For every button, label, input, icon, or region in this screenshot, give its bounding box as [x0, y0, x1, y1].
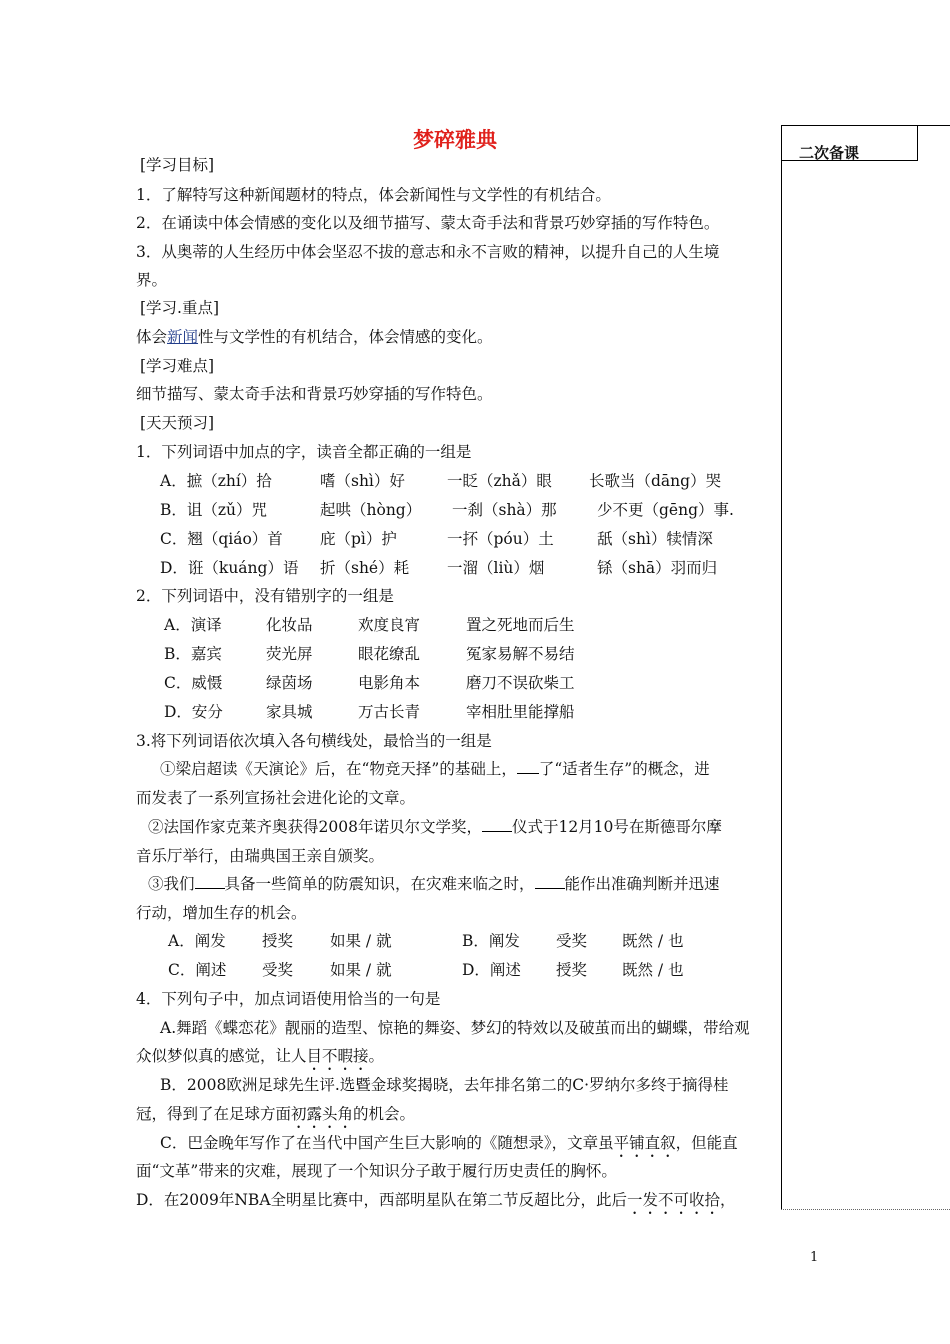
- key-points-text-after: 性与文学性的有机结合，体会情感的变化。: [198, 328, 493, 346]
- objectives-heading: [学习目标]: [140, 156, 215, 174]
- objective-item: 界。: [136, 271, 168, 289]
- q3-s3-part: 具备一些简单的防震知识，在灾难来临之时，: [224, 875, 535, 893]
- q2-option: 万古长青: [358, 703, 421, 721]
- q3-option: A．阐发: [168, 932, 226, 950]
- q1-option: 铩（shā）羽而归: [597, 559, 718, 577]
- q2-option: B．嘉宾: [164, 645, 222, 663]
- q4-option-b: B．2008欧洲足球先生评.选暨金球奖揭晓，去年排名第二的C·罗纳尔多终于摘得桂: [160, 1076, 729, 1094]
- q2-option: A．演译: [164, 616, 222, 634]
- q4-d-part: D．在2009年NBA全明星比赛中，西部明星队在第二节反超比分，此后: [136, 1191, 628, 1209]
- q4-a-part: 。: [368, 1047, 385, 1065]
- revision-column-bottom-border: [781, 1209, 950, 1210]
- q2-option: 化妆品: [266, 616, 313, 634]
- q4-d-part: ，: [720, 1191, 736, 1209]
- q1-option: 嗜（shì）好: [320, 472, 405, 490]
- key-points-heading: [学习.重点]: [140, 299, 220, 317]
- preview-heading: [天天预习]: [140, 414, 215, 432]
- q3-sentence-3-cont: 行动，增加生存的机会。: [136, 904, 307, 922]
- q3-sentence-2-cont: 音乐厅举行，由瑞典国王亲自颁奖。: [136, 847, 385, 865]
- q1-option: C．翘（qiáo）首: [160, 530, 283, 548]
- key-points-text-before: 体会: [136, 328, 168, 346]
- q2-option: 宰相肚里能撑船: [466, 703, 575, 721]
- q3-option: 如果 / 就: [330, 932, 392, 950]
- q2-option: 绿茵场: [266, 674, 313, 692]
- q2-option: D．安分: [164, 703, 223, 721]
- q2-option: 磨刀不误砍柴工: [466, 674, 575, 692]
- fill-blank: [195, 874, 225, 889]
- fill-blank: [535, 874, 565, 889]
- q3-option: 如果 / 就: [330, 961, 392, 979]
- q1-option: 舐（shì）犊情深: [597, 530, 713, 548]
- objective-item: 1．了解特写这种新闻题材的特点，体会新闻性与文学性的有机结合。: [136, 186, 611, 204]
- q1-option: 一溜（liù）烟: [447, 559, 545, 577]
- q1-option: D．诳（kuáng）语: [160, 559, 299, 577]
- q3-option: D．阐述: [462, 961, 521, 979]
- q2-option: 眼花缭乱: [358, 645, 421, 663]
- q1-option: A．摭（zhí）拾: [160, 472, 272, 490]
- difficulties-heading: [学习难点]: [140, 357, 215, 375]
- q3-sentence-1-cont: 而发表了一系列宣扬社会进化论的文章。: [136, 789, 416, 807]
- q3-s1-part: ①梁启超读《天演论》后，在“物竞天择”的基础上，: [160, 760, 517, 778]
- q4-b-part: 的机会。: [353, 1105, 416, 1123]
- fill-blank: [517, 759, 539, 774]
- dotted-idiom: 一发不可收拾: [627, 1191, 721, 1209]
- q3-s3-part: 能作出准确判断并迅速: [564, 875, 720, 893]
- q4-option-c: [160, 1133, 738, 1161]
- q4-c-part: ，但能直: [675, 1134, 738, 1152]
- q3-option: C．阐述: [168, 961, 227, 979]
- question-4-stem: 4．下列句子中，加点词语使用恰当的一句是: [136, 990, 441, 1008]
- q3-s2-part: ②法国作家克莱齐奥获得2008年诺贝尔文学奖，: [148, 818, 482, 836]
- q3-s3-part: ③我们: [148, 875, 195, 893]
- fill-blank: [482, 817, 512, 832]
- q3-sentence-3: [148, 874, 720, 894]
- q3-option: B．阐发: [462, 932, 520, 950]
- revision-header: 二次备课: [799, 144, 860, 162]
- q3-option: 受奖: [556, 932, 588, 950]
- q1-option: 折（shé）耗: [320, 559, 410, 577]
- question-1-stem: 1．下列词语中加点的字，读音全都正确的一组是: [136, 443, 472, 461]
- q3-s2-part: 仪式于12月10号在斯德哥尔摩: [511, 818, 722, 836]
- q1-option: 起哄（hòng）: [320, 501, 422, 519]
- q2-option: 欢度良宵: [358, 616, 421, 634]
- q1-option: 庇（pì）护: [320, 530, 397, 548]
- q3-option: 既然 / 也: [622, 932, 684, 950]
- q1-option: 少不更（gēng）事.: [597, 501, 734, 519]
- page-title: 梦碎雅典: [413, 128, 497, 152]
- q2-option: 荧光屏: [266, 645, 313, 663]
- q3-option: 既然 / 也: [622, 961, 684, 979]
- q4-c-part: C．巴金晚年写作了在当代中国产生巨大影响的《随想录》，文章虽: [160, 1134, 614, 1152]
- q2-option: 电影角本: [358, 674, 421, 692]
- q1-option: B．诅（zǔ）咒: [160, 501, 268, 519]
- key-points-text: [136, 327, 493, 347]
- q3-option: 授奖: [262, 932, 294, 950]
- q4-option-a: A.舞蹈《蝶恋花》靓丽的造型、惊艳的舞姿、梦幻的特效以及破茧而出的蝴蝶，带给观: [160, 1019, 750, 1037]
- q3-option: 授奖: [556, 961, 588, 979]
- q4-option-a-cont: [136, 1046, 384, 1074]
- question-3-stem: 3.将下列词语依次填入各句横线处，最恰当的一组是: [136, 732, 492, 750]
- q1-option: 一抔（póu）土: [447, 530, 554, 548]
- q4-option-b-cont: [136, 1104, 415, 1132]
- q1-option: 长歌当（dāng）哭: [589, 472, 722, 490]
- q3-s1-part: 了“适者生存”的概念，进: [538, 760, 710, 778]
- q3-sentence-2: [148, 817, 722, 837]
- q2-option: C．威慑: [164, 674, 223, 692]
- dotted-idiom: 初露头角: [291, 1105, 354, 1123]
- dotted-idiom: 平铺直叙: [613, 1134, 676, 1152]
- q4-a-part: 众似梦似真的感觉，让人: [136, 1047, 307, 1065]
- revision-column: [781, 125, 950, 1210]
- q3-sentence-1: [160, 759, 710, 779]
- q3-option: 受奖: [262, 961, 294, 979]
- question-2-stem: 2．下列词语中，没有错别字的一组是: [136, 587, 394, 605]
- news-link[interactable]: 新闻: [167, 328, 199, 346]
- difficulties-text: 细节描写、蒙太奇手法和背景巧妙穿插的写作特色。: [136, 385, 493, 403]
- page-number: 1: [810, 1250, 819, 1265]
- q1-option: 一眨（zhǎ）眼: [447, 472, 552, 490]
- q4-option-c-cont: 面“文革”带来的灾难，展现了一个知识分子敢于履行历史责任的胸怀。: [136, 1162, 617, 1180]
- q4-b-part: 冠，得到了在足球方面: [136, 1105, 292, 1123]
- q2-option: 冤家易解不易结: [466, 645, 575, 663]
- q2-option: 家具城: [266, 703, 313, 721]
- dotted-idiom: 目不暇接: [306, 1047, 369, 1065]
- objective-item: 2．在诵读中体会情感的变化以及细节描写、蒙太奇手法和背景巧妙穿插的写作特色。: [136, 214, 720, 232]
- q2-option: 置之死地而后生: [466, 616, 575, 634]
- q1-option: 一刹（shà）那: [452, 501, 557, 519]
- objective-item: 3．从奥蒂的人生经历中体会坚忍不拔的意志和永不言败的精神，以提升自己的人生境: [136, 243, 720, 261]
- q4-option-d: [136, 1190, 736, 1218]
